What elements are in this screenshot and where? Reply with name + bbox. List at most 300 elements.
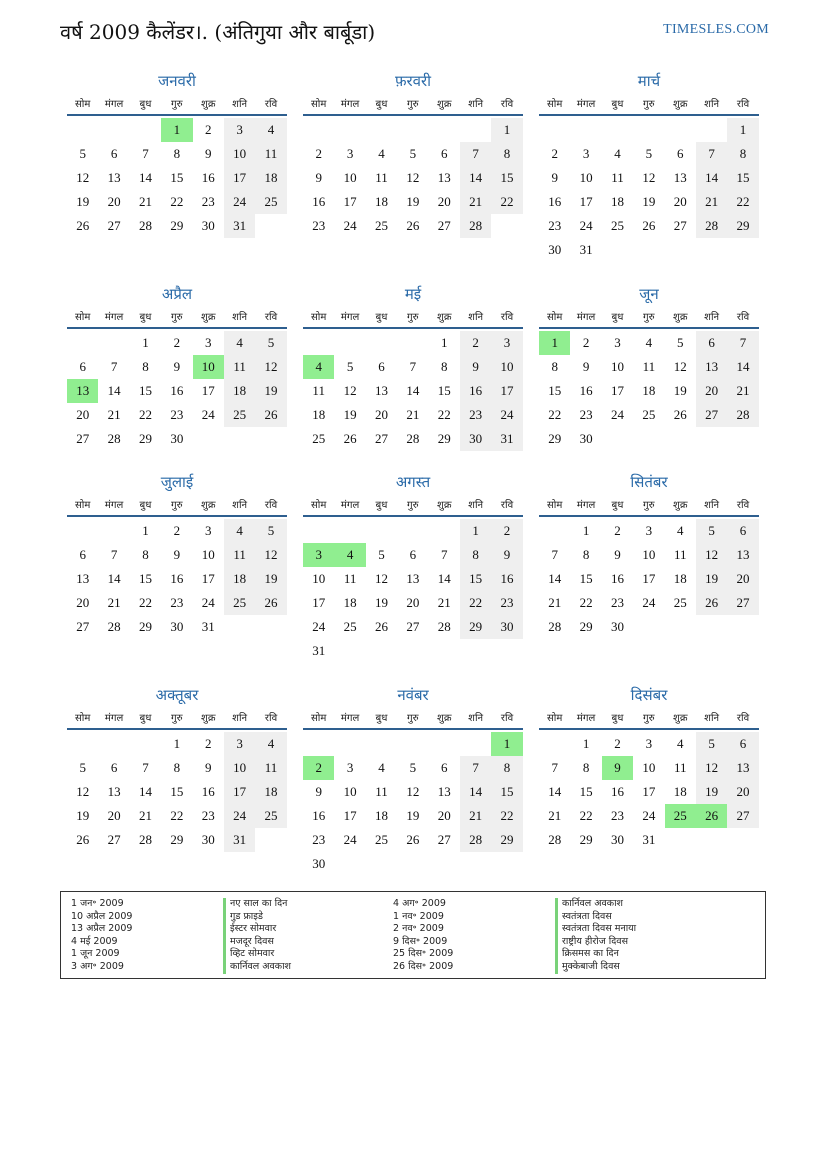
day-cell: 26: [255, 403, 286, 427]
day-cell: 20: [107, 194, 121, 209]
site-link[interactable]: TIMESLES.COM: [663, 22, 769, 37]
empty-cell: [334, 118, 365, 142]
day-cell: 11: [255, 142, 286, 166]
empty-cell: [67, 118, 98, 142]
day-cell: 11: [255, 756, 286, 780]
day-cell: 31: [491, 427, 522, 451]
day-cell: 9: [205, 760, 212, 775]
weekday-label: बुध: [139, 713, 152, 724]
day-cell: 10: [201, 547, 215, 562]
day-cell: 11: [224, 543, 255, 567]
day-cell: 25: [312, 431, 326, 446]
day-cell: 4: [677, 736, 684, 751]
day-cell: 30: [491, 615, 522, 639]
holiday-day-cell: 1: [491, 732, 522, 756]
weekday-label: रवि: [736, 99, 750, 110]
day-cell: 6: [677, 146, 684, 161]
day-cell: 9: [205, 146, 212, 161]
holiday-day-cell: 25: [665, 804, 696, 828]
day-cell: 16: [312, 808, 326, 823]
day-cell: 7: [551, 760, 558, 775]
holiday-legend: [60, 891, 766, 979]
weekday-label: गुरु: [407, 99, 419, 110]
day-cell: 23: [548, 218, 562, 233]
day-cell: 21: [437, 595, 451, 610]
day-cell: 20: [76, 407, 90, 422]
day-cell: 1: [173, 736, 181, 751]
day-cell: 25: [374, 218, 388, 233]
empty-cell: [429, 519, 460, 543]
holiday-day-cell: 3: [303, 543, 334, 567]
weekday-header: [67, 92, 287, 116]
day-cell: 15: [138, 383, 152, 398]
day-grid: [67, 331, 287, 451]
empty-cell: [303, 331, 334, 355]
day-cell: 19: [76, 194, 90, 209]
day-cell: 18: [374, 194, 388, 209]
day-cell: 4: [677, 523, 684, 538]
weekday-label: सोम: [75, 713, 91, 724]
day-cell: 20: [727, 780, 758, 804]
day-cell: 19: [343, 407, 357, 422]
empty-cell: [130, 118, 161, 142]
day-cell: 11: [375, 784, 388, 799]
day-cell: 3: [346, 146, 354, 161]
legend-date: 26 दिस॰ 2009: [393, 960, 454, 972]
day-cell: 2: [205, 736, 212, 751]
weekday-label: रवि: [500, 713, 514, 724]
weekday-label: रवि: [736, 500, 750, 511]
day-cell: 4: [255, 118, 286, 142]
day-cell: 18: [255, 780, 286, 804]
weekday-header: [67, 706, 287, 730]
day-cell: 1: [460, 519, 491, 543]
weekday-label: सोम: [75, 500, 91, 511]
weekday-label: रवि: [264, 713, 278, 724]
day-cell: 9: [551, 170, 558, 185]
day-cell: 24: [201, 407, 215, 422]
weekday-label: सोम: [547, 500, 563, 511]
day-cell: 29: [727, 214, 758, 238]
day-cell: 16: [312, 194, 326, 209]
day-cell: 26: [406, 832, 420, 847]
day-cell: 7: [441, 547, 448, 562]
holiday-day-cell: 4: [334, 543, 365, 567]
empty-cell: [539, 519, 570, 543]
day-cell: 16: [610, 784, 624, 799]
day-cell: 19: [642, 194, 656, 209]
day-cell: 11: [375, 170, 388, 185]
day-cell: 22: [491, 190, 522, 214]
empty-cell: [334, 331, 365, 355]
empty-cell: [67, 331, 98, 355]
weekday-label: मंगल: [576, 312, 596, 323]
day-cell: 20: [696, 379, 727, 403]
day-cell: 12: [696, 543, 727, 567]
day-cell: 13: [76, 571, 90, 586]
weekday-label: बुध: [611, 500, 624, 511]
day-cell: 1: [142, 335, 149, 350]
month-block: [67, 283, 287, 451]
empty-cell: [303, 118, 334, 142]
empty-cell: [460, 118, 491, 142]
day-cell: 23: [312, 832, 326, 847]
holiday-day-cell: 1: [539, 331, 570, 355]
day-cell: 23: [201, 808, 215, 823]
day-cell: 7: [551, 547, 558, 562]
month-name: जुलाई: [160, 473, 194, 491]
day-cell: 20: [76, 595, 90, 610]
day-cell: 10: [642, 547, 656, 562]
day-cell: 2: [614, 736, 621, 751]
day-cell: 19: [696, 780, 727, 804]
day-cell: 22: [437, 407, 451, 422]
day-cell: 13: [437, 784, 451, 799]
day-cell: 29: [138, 431, 152, 446]
day-cell: 17: [343, 808, 357, 823]
holiday-day-cell: 9: [602, 756, 633, 780]
empty-cell: [633, 118, 664, 142]
day-cell: 27: [76, 431, 90, 446]
day-cell: 5: [409, 146, 417, 161]
day-cell: 13: [107, 170, 121, 185]
weekday-header: [303, 92, 523, 116]
weekday-label: बुध: [375, 99, 388, 110]
empty-cell: [539, 732, 570, 756]
weekday-label: गुरु: [171, 500, 183, 511]
day-cell: 18: [255, 166, 286, 190]
day-cell: 14: [696, 166, 727, 190]
day-cell: 3: [614, 335, 621, 350]
day-cell: 1: [441, 335, 448, 350]
day-cell: 5: [255, 331, 286, 355]
day-cell: 12: [255, 543, 286, 567]
weekday-label: बुध: [139, 99, 152, 110]
day-cell: 25: [224, 403, 255, 427]
day-cell: 27: [673, 218, 687, 233]
legend-holiday-name: मुक्केबाजी दिवस: [555, 961, 636, 974]
day-cell: 4: [224, 331, 255, 355]
weekday-label: शनि: [468, 713, 484, 724]
legend-date: 9 दिस॰ 2009: [393, 935, 448, 947]
weekday-label: शुक्र: [201, 312, 216, 323]
empty-cell: [366, 732, 397, 756]
day-cell: 29: [548, 431, 562, 446]
day-cell: 27: [437, 832, 451, 847]
day-cell: 16: [170, 571, 184, 586]
weekday-label: रवि: [264, 500, 278, 511]
day-cell: 25: [255, 190, 286, 214]
day-cell: 2: [173, 523, 181, 538]
day-cell: 5: [645, 146, 653, 161]
day-cell: 29: [491, 828, 522, 852]
weekday-label: रवि: [500, 99, 514, 110]
day-cell: 29: [460, 615, 491, 639]
weekday-label: गुरु: [407, 713, 419, 724]
day-cell: 26: [343, 431, 357, 446]
weekday-label: बुध: [611, 312, 624, 323]
day-grid: [539, 331, 759, 451]
day-cell: 5: [696, 732, 727, 756]
day-cell: 9: [460, 355, 491, 379]
day-cell: 16: [460, 379, 491, 403]
day-cell: 14: [107, 571, 121, 586]
month-block: [303, 70, 523, 238]
day-cell: 13: [727, 543, 758, 567]
day-cell: 23: [610, 808, 624, 823]
day-cell: 18: [673, 784, 687, 799]
weekday-label: गुरु: [407, 312, 419, 323]
day-cell: 22: [170, 808, 184, 823]
day-cell: 8: [551, 359, 558, 374]
day-cell: 5: [409, 760, 417, 775]
day-cell: 15: [460, 567, 491, 591]
day-cell: 1: [582, 736, 590, 751]
legend-date: 2 नव॰ 2009: [393, 923, 444, 935]
weekday-header: [67, 305, 287, 329]
day-cell: 9: [582, 359, 590, 374]
month-name: मार्च: [637, 72, 661, 90]
weekday-label: बुध: [375, 713, 388, 724]
day-cell: 6: [696, 331, 727, 355]
day-cell: 8: [142, 547, 149, 562]
day-cell: 30: [610, 619, 624, 634]
day-cell: 6: [110, 146, 118, 161]
day-cell: 25: [255, 804, 286, 828]
day-cell: 14: [460, 166, 491, 190]
day-cell: 17: [610, 383, 624, 398]
day-cell: 11: [673, 547, 687, 562]
day-cell: 12: [696, 756, 727, 780]
day-cell: 30: [312, 856, 326, 871]
day-cell: 7: [409, 359, 417, 374]
day-cell: 19: [76, 808, 90, 823]
legend-date: 1 नव॰ 2009: [393, 910, 444, 922]
month-name: फ़रवरी: [394, 72, 432, 90]
day-cell: 3: [205, 523, 212, 538]
day-cell: 15: [727, 166, 758, 190]
day-cell: 28: [548, 832, 562, 847]
day-cell: 16: [170, 383, 184, 398]
day-cell: 6: [79, 359, 86, 374]
legend-dates-col-1: [71, 898, 132, 974]
legend-holiday-name: ईस्टर सोमवार: [223, 923, 291, 936]
weekday-header: [539, 92, 759, 116]
day-cell: 6: [441, 760, 448, 775]
empty-cell: [397, 732, 428, 756]
day-cell: 24: [579, 218, 593, 233]
legend-holiday-name: कार्निवल अवकाश: [555, 898, 636, 911]
day-cell: 11: [312, 383, 325, 398]
day-cell: 10: [491, 355, 522, 379]
day-grid: [539, 519, 759, 639]
weekday-label: सोम: [75, 312, 91, 323]
weekday-label: बुध: [611, 713, 624, 724]
empty-cell: [602, 118, 633, 142]
weekday-label: मंगल: [340, 99, 360, 110]
day-cell: 17: [579, 194, 593, 209]
day-cell: 17: [312, 595, 326, 610]
day-cell: 30: [201, 832, 215, 847]
day-cell: 8: [460, 543, 491, 567]
weekday-label: मंगल: [340, 312, 360, 323]
day-cell: 28: [138, 832, 152, 847]
empty-cell: [397, 519, 428, 543]
day-cell: 24: [312, 619, 326, 634]
day-cell: 25: [374, 832, 388, 847]
legend-holiday-name: व्हिट सोमवार: [223, 948, 291, 961]
empty-cell: [334, 519, 365, 543]
day-cell: 3: [205, 335, 212, 350]
day-cell: 24: [642, 808, 656, 823]
day-cell: 2: [582, 335, 590, 350]
day-cell: 16: [579, 383, 593, 398]
day-cell: 3: [582, 146, 590, 161]
day-cell: 11: [343, 571, 357, 586]
month-name: अक्तूबर: [155, 686, 199, 704]
day-cell: 28: [437, 619, 451, 634]
empty-cell: [303, 732, 334, 756]
empty-cell: [98, 331, 129, 355]
day-cell: 22: [727, 190, 758, 214]
day-cell: 8: [173, 760, 181, 775]
legend-names-col-2: [555, 898, 636, 974]
legend-holiday-name: राष्ट्रीय हीरोज दिवस: [555, 936, 636, 949]
day-cell: 13: [437, 170, 451, 185]
day-cell: 12: [673, 359, 687, 374]
weekday-label: गुरु: [643, 713, 655, 724]
weekday-label: शनि: [232, 99, 248, 110]
day-cell: 9: [315, 170, 322, 185]
empty-cell: [696, 118, 727, 142]
weekday-label: मंगल: [104, 713, 124, 724]
month-name: जनवरी: [158, 72, 196, 90]
month-block: [67, 684, 287, 852]
day-cell: 14: [138, 784, 152, 799]
day-cell: 22: [579, 808, 593, 823]
day-cell: 12: [406, 170, 420, 185]
day-cell: 28: [548, 619, 562, 634]
day-cell: 26: [406, 218, 420, 233]
day-cell: 21: [138, 808, 152, 823]
day-cell: 2: [460, 331, 491, 355]
weekday-label: शुक्र: [437, 713, 452, 724]
day-grid: [539, 732, 759, 852]
day-cell: 3: [224, 732, 255, 756]
day-cell: 14: [548, 571, 562, 586]
weekday-label: शनि: [232, 713, 248, 724]
day-cell: 10: [312, 571, 326, 586]
empty-cell: [366, 519, 397, 543]
holiday-day-cell: 10: [193, 355, 224, 379]
day-cell: 8: [173, 146, 181, 161]
day-cell: 20: [437, 808, 451, 823]
weekday-label: शुक्र: [673, 312, 688, 323]
day-cell: 4: [255, 732, 286, 756]
day-cell: 8: [582, 760, 590, 775]
day-cell: 16: [548, 194, 562, 209]
legend-holiday-name: नए साल का दिन: [223, 898, 291, 911]
day-cell: 25: [642, 407, 656, 422]
day-cell: 18: [642, 383, 656, 398]
day-cell: 12: [255, 355, 286, 379]
day-cell: 30: [170, 619, 184, 634]
weekday-label: सोम: [547, 713, 563, 724]
weekday-header: [67, 493, 287, 517]
weekday-label: बुध: [139, 500, 152, 511]
weekday-header: [303, 493, 523, 517]
holiday-day-cell: 1: [161, 118, 192, 142]
day-cell: 24: [610, 407, 624, 422]
day-cell: 30: [610, 832, 624, 847]
day-cell: 23: [201, 194, 215, 209]
weekday-label: शनि: [468, 312, 484, 323]
day-cell: 23: [460, 403, 491, 427]
day-cell: 21: [696, 190, 727, 214]
day-cell: 17: [201, 571, 215, 586]
weekday-label: रवि: [264, 99, 278, 110]
day-cell: 31: [312, 643, 326, 658]
weekday-label: मंगल: [576, 500, 596, 511]
day-cell: 14: [107, 383, 121, 398]
day-cell: 30: [201, 218, 215, 233]
day-cell: 8: [582, 547, 590, 562]
day-cell: 19: [406, 194, 420, 209]
day-cell: 22: [170, 194, 184, 209]
day-cell: 7: [142, 146, 149, 161]
day-cell: 3: [645, 523, 653, 538]
day-cell: 24: [642, 595, 656, 610]
day-cell: 21: [107, 595, 121, 610]
day-cell: 28: [406, 431, 420, 446]
legend-holiday-name: स्वतंत्रता दिवस: [555, 911, 636, 924]
day-cell: 19: [374, 595, 388, 610]
month-block: [303, 283, 523, 451]
weekday-header: [539, 706, 759, 730]
day-cell: 5: [79, 760, 86, 775]
month-block: [303, 471, 523, 663]
day-cell: 22: [138, 407, 152, 422]
day-cell: 5: [79, 146, 86, 161]
day-cell: 10: [579, 170, 593, 185]
day-cell: 26: [76, 832, 90, 847]
day-cell: 17: [491, 379, 522, 403]
day-cell: 21: [460, 804, 491, 828]
day-grid: [303, 118, 523, 238]
day-cell: 7: [727, 331, 758, 355]
weekday-label: शुक्र: [673, 713, 688, 724]
day-cell: 7: [460, 756, 491, 780]
day-cell: 15: [491, 780, 522, 804]
empty-cell: [665, 118, 696, 142]
day-cell: 5: [255, 519, 286, 543]
day-grid: [67, 519, 287, 639]
day-cell: 12: [406, 784, 420, 799]
empty-cell: [334, 732, 365, 756]
day-cell: 8: [441, 359, 448, 374]
day-cell: 24: [224, 190, 255, 214]
day-grid: [67, 118, 287, 238]
month-name: सितंबर: [630, 473, 668, 491]
day-cell: 31: [224, 214, 255, 238]
day-cell: 23: [170, 407, 184, 422]
day-cell: 30: [579, 431, 593, 446]
day-cell: 27: [107, 218, 121, 233]
day-cell: 31: [642, 832, 656, 847]
day-cell: 9: [315, 784, 322, 799]
month-name: नवंबर: [397, 686, 429, 704]
day-cell: 16: [201, 170, 215, 185]
